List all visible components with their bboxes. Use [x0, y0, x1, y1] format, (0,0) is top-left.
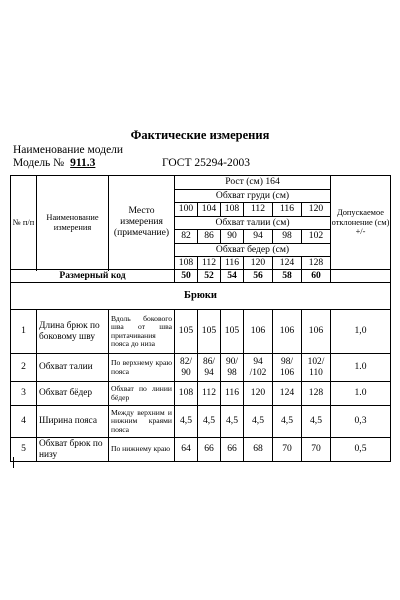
waist-value: 102: [302, 230, 331, 244]
header-waist: Обхват талии (см): [175, 217, 331, 230]
row-value: 124: [273, 382, 302, 406]
row-value: 120: [244, 382, 273, 406]
waist-value: 90: [221, 230, 244, 244]
row-value: 68: [244, 438, 273, 462]
hip-value: 124: [273, 257, 302, 270]
chest-value: 112: [244, 203, 273, 217]
model-number-value: 911.3: [70, 157, 96, 169]
size-code-value: 56: [244, 270, 273, 283]
table-row: [11, 438, 391, 462]
row-value: 90/ 98: [221, 354, 244, 382]
header-measurement-place: Место измерения (примечание): [109, 176, 175, 270]
row-tolerance: 1.0: [331, 354, 391, 382]
measurement-table: [10, 175, 391, 462]
header-measurement-name: Наименование измерения: [37, 176, 109, 270]
row-number: 3: [11, 382, 37, 406]
row-value: 4,5: [221, 406, 244, 438]
row-value: 116: [221, 382, 244, 406]
table-row: [11, 354, 391, 382]
row-value: 98/ 106: [273, 354, 302, 382]
row-tolerance: 0,3: [331, 406, 391, 438]
size-code-value: 58: [273, 270, 302, 283]
table-row: [11, 406, 391, 438]
size-code-value: 60: [302, 270, 331, 283]
size-code-value: 52: [198, 270, 221, 283]
hip-value: 116: [221, 257, 244, 270]
chest-value: 104: [198, 203, 221, 217]
row-number: 4: [11, 406, 37, 438]
row-value: 128: [302, 382, 331, 406]
row-value: 86/ 94: [198, 354, 221, 382]
waist-value: 98: [273, 230, 302, 244]
row-value: 82/ 90: [175, 354, 198, 382]
header-hips: Обхват бедер (см): [175, 244, 331, 257]
table-row: [11, 382, 391, 406]
row-number: 1: [11, 310, 37, 354]
row-measurement-place: По нижнему краю: [109, 438, 175, 462]
row-tolerance: 0,5: [331, 438, 391, 462]
row-measurement-place: Вдоль бокового шва от шва притачивания пояса до низа: [109, 310, 175, 354]
row-tolerance: 1,0: [331, 310, 391, 354]
header-chest: Обхват груди (см): [175, 190, 331, 203]
row-value: 106: [273, 310, 302, 354]
row-measurement-name: Ширина пояса: [37, 406, 109, 438]
chest-value: 108: [221, 203, 244, 217]
model-number-line: [13, 157, 393, 169]
header-height: Рост (см) 164: [175, 176, 331, 190]
row-measurement-name: Обхват бёдер: [37, 382, 109, 406]
waist-value: 86: [198, 230, 221, 244]
row-measurement-name: Обхват брюк по низу: [37, 438, 109, 462]
waist-value: 94: [244, 230, 273, 244]
size-code-value: 54: [221, 270, 244, 283]
section-title: Брюки: [11, 283, 391, 310]
row-value: 66: [221, 438, 244, 462]
row-value: 4,5: [244, 406, 273, 438]
row-value: 108: [175, 382, 198, 406]
hip-value: 108: [175, 257, 198, 270]
row-measurement-place: Между верхним и нижним краями пояса: [109, 406, 175, 438]
hip-value: 112: [198, 257, 221, 270]
row-value: 4,5: [273, 406, 302, 438]
row-value: 4,5: [198, 406, 221, 438]
row-value: 4,5: [175, 406, 198, 438]
row-measurement-name: Длина брюк по боковому шву: [37, 310, 109, 354]
row-value: 106: [244, 310, 273, 354]
size-code-label: Размерный код: [11, 270, 175, 283]
header-number: № п/п: [11, 176, 37, 270]
row-number: 5: [11, 438, 37, 462]
row-value: 70: [302, 438, 331, 462]
row-measurement-place: Обхват по линии бёдер: [109, 382, 175, 406]
row-value: 105: [221, 310, 244, 354]
row-value: 112: [198, 382, 221, 406]
row-value: 4,5: [302, 406, 331, 438]
waist-value: 82: [175, 230, 198, 244]
row-value: 102/ 110: [302, 354, 331, 382]
model-name-label: Наименование модели: [13, 144, 124, 156]
row-value: 94 /102: [244, 354, 273, 382]
row-value: 105: [175, 310, 198, 354]
size-code-value: 50: [175, 270, 198, 283]
chest-value: 116: [273, 203, 302, 217]
chest-value: 120: [302, 203, 331, 217]
hip-value: 128: [302, 257, 331, 270]
gost-standard: ГОСТ 25294-2003: [162, 157, 250, 169]
hip-value: 120: [244, 257, 273, 270]
table-row: [11, 310, 391, 354]
row-value: 66: [198, 438, 221, 462]
row-value: 64: [175, 438, 198, 462]
chest-value: 100: [175, 203, 198, 217]
page-title: Фактические измерения: [130, 128, 270, 142]
text-cursor: [13, 457, 14, 468]
row-number: 2: [11, 354, 37, 382]
row-value: 106: [302, 310, 331, 354]
row-measurement-place: По верхнему краю пояса: [109, 354, 175, 382]
model-number-label: Модель №: [13, 157, 65, 169]
row-tolerance: 1.0: [331, 382, 391, 406]
row-value: 105: [198, 310, 221, 354]
row-measurement-name: Обхват талии: [37, 354, 109, 382]
header-tolerance: Допускаемое отклонение (см) +/-: [331, 176, 391, 270]
row-value: 70: [273, 438, 302, 462]
